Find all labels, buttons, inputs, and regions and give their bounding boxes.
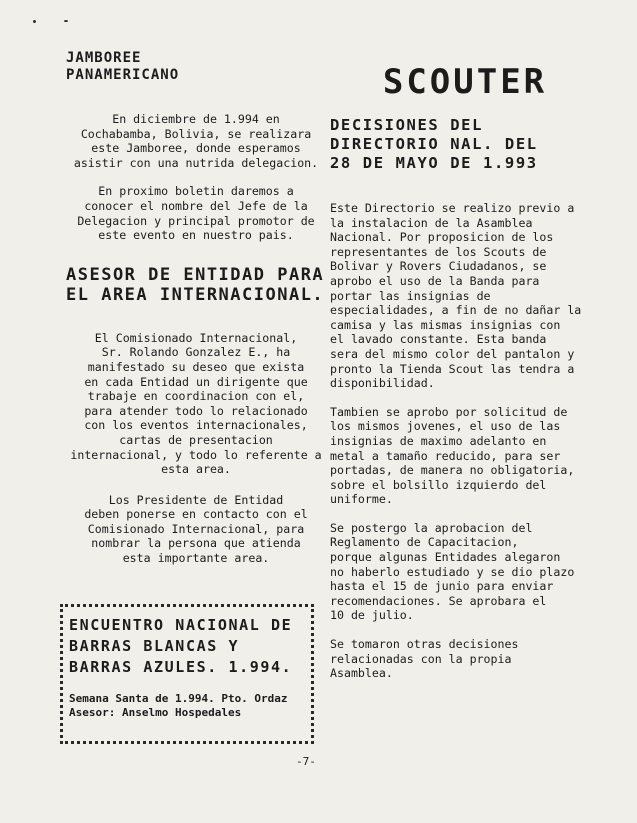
jamboree-title: JAMBOREE PANAMERICANO [66,50,180,83]
corner-mark [64,20,68,22]
asesor-paragraph-1: El Comisionado Internacional, Sr. Rolando Gonzalez E., ha manifestado su deseo que exista en cada Entidad un dirigente que trabaje en coordinacion con el, para atender todo lo relacionado con los eventos internacionales, cartas de presentacion internacional, y todo lo referente a esta area. [70,330,322,477]
left-column [66,50,326,566]
right-column [330,62,600,681]
asesor-paragraph-2: Los Presidente de Entidad deben ponerse en contacto con el Comisionado Internacional, para nombrar la persona que atienda esta importante area. [84,492,308,566]
asesor-heading: ASESOR DE ENTIDAD PARA EL AREA INTERNACIONAL. [66,264,325,305]
encuentro-title: ENCUENTRO NACIONAL DE BARRAS BLANCAS Y BARRAS AZULES. 1.994. [69,616,293,676]
encuentro-box [60,604,314,744]
directorio-paragraph-3: Se postergo la aprobacion del Reglamento de Capacitacion, porque algunas Entidades alegaron no haberlo estudiado y se dio plazo hasta el 15 de junio para enviar recomendaciones. Se aprobara el 10 de julio. [330,520,575,623]
encuentro-details: Semana Santa de 1.994. Pto. Ordaz Asesor: Anselmo Hospedales [69,692,288,719]
directorio-heading: DECISIONES DEL DIRECTORIO NAL. DEL 28 DE MAYO DE 1.993 [330,116,538,172]
jamboree-paragraph-2: En proximo boletin daremos a conocer el nombre del Jefe de la Delegacion y principal promotor de este evento en nuestro pais. [77,184,315,243]
corner-mark [33,20,36,23]
scouter-masthead: SCOUTER [382,62,548,102]
directorio-paragraph-2: Tambien se aprobo por solicitud de los mismos jovenes, el uso de las insignias de maximo adelanto en metal a tamaño reducido, para ser portadas, de manera no obligatoria, sobre el bolsillo izquierdo del uniforme. [330,404,575,507]
jamboree-paragraph-1: En diciembre de 1.994 en Cochabamba, Bolivia, se realizara este Jamboree, donde esperamos asistir con una nutrida delegacion. [73,112,319,170]
directorio-paragraph-4: Se tomaron otras decisiones relacionadas con la propia Asamblea. [330,637,519,681]
directorio-paragraph-1: Este Directorio se realizo previo a la instalacion de la Asamblea Nacional. Por proposicion de los representantes de los Scouts de Bolivar y Rovers Ciudadanos, se aprobo el uso de la Banda para portar las insignias de especialidades, a fin de no dañar la camisa y las mismas insignias con el lavado constante. Esta banda sera del mismo color del pantalon y pronto la Tienda Scout las tendra a disponibilidad. [330,201,582,391]
page-number: -7- [296,755,316,768]
